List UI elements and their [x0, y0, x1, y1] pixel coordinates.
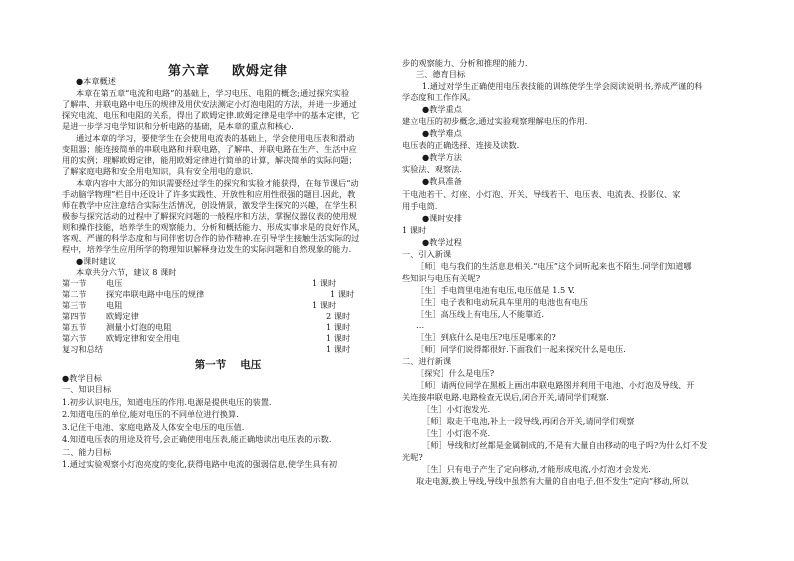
text-line: 用手电筒.	[402, 201, 438, 211]
schedule-topic: 探究串联电路中电压的规律	[106, 289, 205, 299]
schedule-hours: 1 课时	[312, 278, 337, 288]
text-line: ●教学方法	[422, 152, 462, 162]
schedule-hours: 1 课时	[330, 289, 355, 299]
text-line: 则和操作技能，培养学生的观察能力、分析和概括能力、形成实事求是的良好作风，	[62, 222, 365, 232]
text-line: ●教学目标	[62, 373, 102, 383]
text-line: 本章共分六节，建议 8 课时	[76, 267, 177, 277]
text-line: 了解串、并联电路中电压的规律及用伏安法测定小灯泡电阻的方法，并进一步通过	[62, 99, 357, 109]
text-line: ［生］高压线上有电压,人不能靠近.	[416, 309, 545, 319]
text-line: 变阻器；能连接简单的串联电路和并联电路，了解串、并联电路在生产、生活中应	[62, 144, 357, 154]
schedule-section: 第一节	[62, 278, 87, 288]
schedule-section: 第五节	[62, 322, 87, 332]
text-line: 电压表的正确选择、连接及读数.	[402, 140, 520, 150]
text-line: ●课时建议	[76, 256, 116, 266]
schedule-section: 复习和总结	[62, 344, 103, 354]
text-line: ［生］到底什么是电压?电压是哪来的?	[416, 332, 556, 342]
text-line: ●教学重点	[422, 104, 462, 114]
text-line: ［生］电子表和电动玩具车里用的电池也有电压	[416, 297, 588, 307]
text-line: ●课时安排	[422, 213, 462, 223]
text-line: 本章内容中大部分的知识需要经过学生的探究和实验才能获得，在每节课后“动	[76, 178, 359, 188]
schedule-topic: 欧姆定律	[106, 311, 139, 321]
section-label: 第一节	[194, 359, 227, 371]
text-line: 实验法、观察法.	[402, 164, 462, 174]
text-line: 1.通过实验观察小灯泡亮度的变化,获得电路中电流的强弱信息,使学生具有初	[62, 459, 338, 469]
text-line: 程中，培养学生应用所学的物理知识解释身边发生的实际问题和自然现象的能力.	[62, 244, 352, 254]
text-line: ［师］电与我们的生活息息相关.“电压”这个词听起来也不陌生.同学们知道哪	[416, 261, 692, 271]
schedule-topic: 欧姆定律和安全用电	[106, 333, 180, 343]
text-line: 通过本章的学习，要使学生在会使用电流表的基础上，学会使用电压表和滑动	[76, 133, 355, 143]
text-line: 手动脑学物理”栏目中还设计了许多实践性、开放性和应用性很强的题目.因此，教	[62, 189, 356, 199]
schedule-topic: 测量小灯泡的电阻	[106, 322, 172, 332]
schedule-section: 第六节	[62, 333, 87, 343]
text-line: 一、知识目标	[62, 384, 112, 394]
text-line: ●教学难点	[422, 128, 462, 138]
text-line: 本章在第五章“电流和电路”的基础上，学习电压、电阻的概念;通过探究实验	[76, 88, 350, 98]
text-line: 3.记住干电池、家庭电路及人体安全电压的电压值.	[62, 422, 245, 432]
text-line: 二、能力目标	[62, 447, 112, 457]
section-name: 电压	[240, 359, 262, 371]
text-line: 1 课时	[402, 225, 427, 235]
text-line: 探究电流、电压和电阻的关系，得出了欧姆定律.欧姆定律是电学中的基本定律，它	[62, 110, 360, 120]
text-line: ［师］请两位同学在黑板上画出串联电路图并利用干电池、小灯泡及导线、开	[416, 380, 695, 390]
text-line: 用的实例；理解欧姆定律，能用欧姆定律进行简单的计算，解决简单的实际问题；	[62, 155, 357, 165]
text-line: 学态度和工作作风。	[402, 92, 476, 102]
text-line: ［生］只有电子产生了定向移动,才能形成电流,小灯泡才会发光.	[422, 464, 651, 474]
text-line: 师在教学中应注意结合实际生活情况，创设情景，激发学生探究的兴趣，在学生积	[62, 200, 357, 210]
schedule-section: 第四节	[62, 311, 87, 321]
text-line: ●教学过程	[422, 237, 462, 247]
text-line: 二、进行新课	[402, 356, 452, 366]
text-line: ［师］导线和灯丝都是金属制成的,不是有大量自由移动的电子吗?为什么灯不发	[422, 440, 708, 450]
text-line: ［生］手电筒里电池有电压,电压值是 1.5 V.	[416, 285, 575, 295]
text-line: 步的观察能力、分析和推理的能力.	[402, 58, 528, 68]
text-line: 三、德育目标	[416, 69, 466, 79]
schedule-section: 第三节	[62, 300, 87, 310]
schedule-section: 第二节	[62, 289, 87, 299]
text-line: 光呢?	[402, 452, 423, 462]
schedule-hours: 1 课时	[326, 344, 351, 354]
text-line: ［生］小灯泡不亮.	[422, 428, 491, 438]
text-line: ［师］同学们说得都很好.下面我们一起来探究什么是电压.	[416, 344, 626, 354]
text-line: 建立电压的初步概念,通过实验观察理解电压的作用.	[402, 116, 588, 126]
text-line: …	[416, 320, 425, 330]
text-line: 取走电源,换上导线,导线中虽然有大量的自由电子,但不发生“定向”移动,所以	[416, 476, 689, 486]
text-line: ［师］取走干电池,补上一段导线,再闭合开关,请同学们观察	[422, 416, 635, 426]
text-line: ●教具准备	[422, 176, 462, 186]
text-line: ●本章概述	[76, 76, 116, 86]
schedule-hours: 1 课时	[326, 333, 351, 343]
chapter-label: 第六章	[167, 64, 210, 79]
text-line: ［生］小灯泡发光.	[422, 404, 491, 414]
schedule-hours: 1 课时	[312, 300, 337, 310]
text-line: 1.通过对学生正确使用电压表技能的训练使学生学会阅读说明书,养成严谨的科	[422, 81, 703, 91]
schedule-hours: 1 课时	[326, 322, 351, 332]
text-line: 了解家庭电路和安全用电知识，具有安全用电的意识.	[62, 166, 253, 176]
schedule-topic: 电压	[106, 278, 123, 288]
text-line: 干电池若干、灯座、小灯泡、开关、导线若干、电压表、电流表、投影仪、家	[402, 189, 681, 199]
section-heading	[62, 357, 394, 372]
text-line: 一、引入新课	[402, 249, 452, 259]
text-line: 4.知道电压表的用途及符号,会正确使用电压表,能正确地读出电压表的示数.	[62, 434, 332, 444]
text-line: 是进一步学习电学知识和分析电路的基础，是本章的重点和核心.	[62, 121, 294, 131]
text-line: 极参与探究活动的过程中了解探究问题的一般程序和方法，掌握仪器仪表的使用规	[62, 211, 357, 221]
text-line: 关连接串联电路.电路检查无误后,闭合开关,请同学们观察.	[402, 392, 609, 402]
text-line: 2.知道电压的单位,能对电压的不同单位进行换算.	[62, 409, 239, 419]
text-line: ［探究］什么是电压?	[416, 368, 495, 378]
text-line: 些知识与电压有关呢?	[402, 273, 481, 283]
text-line: 1.初步认识电压，知道电压的作用.电源是提供电压的装置.	[62, 397, 272, 407]
chapter-name: 欧姆定律	[232, 64, 289, 79]
text-line: 客观、严谨的科学态度和与同伴密切合作的协作精神.在引导学生接触生活实际的过	[62, 233, 360, 243]
schedule-hours: 2 课时	[326, 311, 351, 321]
schedule-topic: 电阻	[106, 300, 123, 310]
